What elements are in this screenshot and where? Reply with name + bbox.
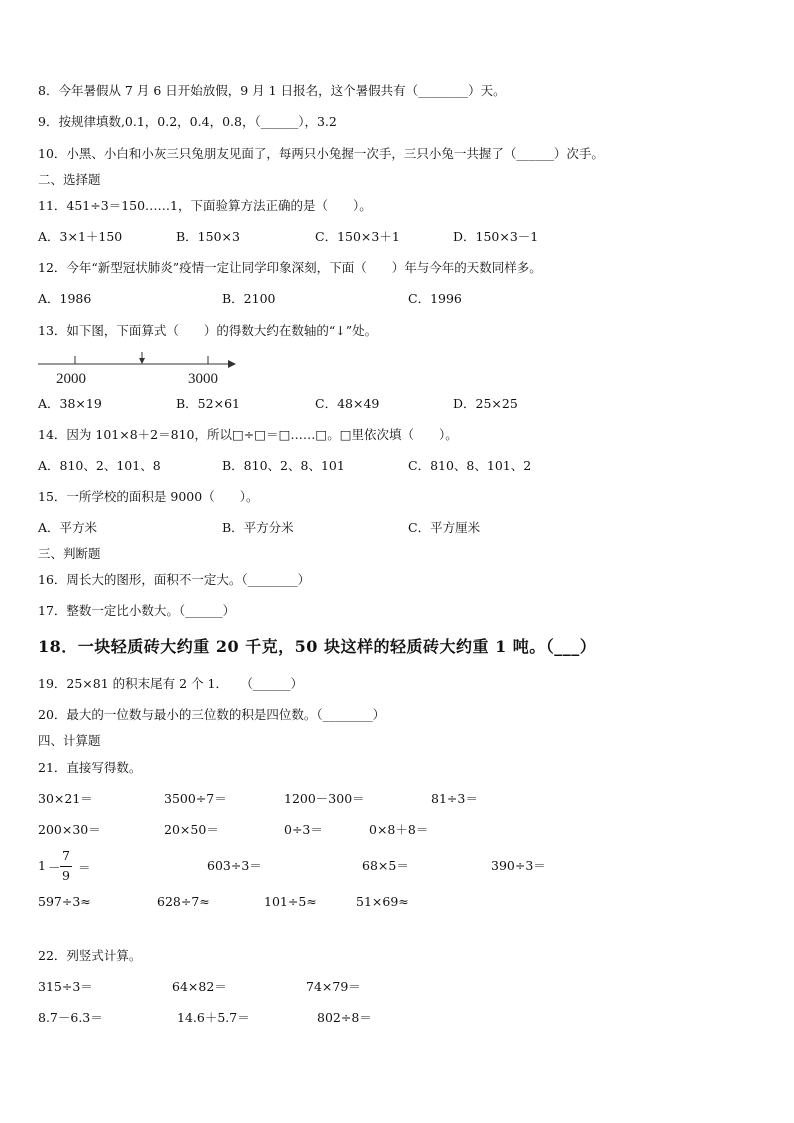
q14-option-a: A．810、2、101、8: [38, 458, 161, 473]
q11-option-b: B．150×3: [176, 229, 240, 244]
fraction-numerator: 7: [62, 848, 70, 863]
number-line: [38, 352, 238, 388]
q21-row4-item2: 628÷7≈: [157, 894, 210, 909]
q14-option-b: B．810、2、8、101: [222, 458, 345, 473]
question-12: 12．今年“新型冠状肺炎”疫情一定让同学印象深刻，下面（ ）年与今年的天数同样多。: [38, 260, 542, 275]
q21-row1-item1: 30×21＝: [38, 791, 93, 806]
q13-option-d: D．25×25: [453, 396, 518, 411]
q21-row2-item2: 20×50＝: [164, 822, 219, 837]
question-21: 21．直接写得数。: [38, 760, 142, 775]
fraction-denominator: 9: [62, 868, 70, 883]
fraction-equals: ＝: [78, 860, 91, 875]
q21-row3-item3: 68×5＝: [362, 858, 409, 873]
q21-row3-item2: 603÷3＝: [207, 858, 262, 873]
q21-row3-item4: 390÷3＝: [491, 858, 546, 873]
number-line-arrowhead: [228, 360, 236, 368]
section-heading-calculation: 四、计算题: [38, 733, 101, 748]
down-arrow-marker-head: [139, 358, 145, 364]
q22-row1-item3: 74×79＝: [306, 979, 361, 994]
q21-row1-item4: 81÷3＝: [431, 791, 478, 806]
q11-option-c: C．150×3＋1: [315, 229, 400, 244]
q13-option-a: A．38×19: [38, 396, 102, 411]
q21-row4-item1: 597÷3≈: [38, 894, 91, 909]
q11-option-d: D．150×3－1: [453, 229, 539, 244]
q13-option-b: B．52×61: [176, 396, 240, 411]
question-13: 13．如下图，下面算式（ ）的得数大约在数轴的“↓”处。: [38, 323, 378, 338]
section-heading-true-false: 三、判断题: [38, 546, 101, 561]
question-16: 16．周长大的图形，面积不一定大。（________）: [38, 572, 311, 587]
q21-row2-item4: 0×8＋8＝: [369, 822, 429, 837]
q13-option-c: C．48×49: [315, 396, 380, 411]
q21-row1-item2: 3500÷7＝: [164, 791, 227, 806]
q21-row4-item4: 51×69≈: [356, 894, 409, 909]
q12-option-b: B．2100: [222, 291, 276, 306]
axis-label-3000: 3000: [188, 371, 218, 387]
q21-row2-item1: 200×30＝: [38, 822, 101, 837]
q15-option-c: C．平方厘米: [408, 520, 481, 535]
question-18: 18．一块轻质砖大约重 20 千克，50 块这样的轻质砖大约重 1 吨。（___）: [38, 637, 597, 656]
question-17: 17．整数一定比小数大。（______）: [38, 603, 236, 618]
fraction-whole: 1: [38, 858, 46, 873]
q15-option-a: A．平方米: [38, 520, 98, 535]
question-20: 20．最大的一位数与最小的三位数的积是四位数。（________）: [38, 707, 386, 722]
question-11: 11．451÷3＝150……1，下面验算方法正确的是（ ）。: [38, 198, 372, 213]
q11-option-a: A．3×1＋150: [38, 229, 123, 244]
question-22: 22．列竖式计算。: [38, 948, 142, 963]
q21-row2-item3: 0÷3＝: [284, 822, 323, 837]
question-8: 8．今年暑假从 7 月 6 日开始放假，9 月 1 日报名，这个暑假共有（________）天。: [38, 83, 506, 98]
q21-row4-item3: 101÷5≈: [264, 894, 317, 909]
q22-row1-item1: 315÷3＝: [38, 979, 93, 994]
fraction-operator: －: [48, 860, 61, 875]
q22-row2-item3: 802÷8＝: [317, 1010, 372, 1025]
question-15: 15．一所学校的面积是 9000（ ）。: [38, 489, 259, 504]
q21-row1-item3: 1200－300＝: [284, 791, 365, 806]
q22-row2-item2: 14.6＋5.7＝: [177, 1010, 250, 1025]
q22-row1-item2: 64×82＝: [172, 979, 227, 994]
axis-label-2000: 2000: [56, 371, 86, 387]
q12-option-c: C．1996: [408, 291, 462, 306]
q12-option-a: A．1986: [38, 291, 92, 306]
q22-row2-item1: 8.7－6.3＝: [38, 1010, 103, 1025]
question-14: 14．因为 101×8＋2＝810，所以□÷□＝□……□。□里依次填（ ）。: [38, 427, 458, 442]
question-19: 19．25×81 的积末尾有 2 个 1． （______）: [38, 676, 303, 691]
section-heading-choice: 二、选择题: [38, 172, 101, 187]
question-9: 9．按规律填数,0.1，0.2，0.4，0.8，（______），3.2: [38, 114, 337, 129]
question-10: 10．小黑、小白和小灰三只兔朋友见面了，每两只小兔握一次手，三只小兔一共握了（______）次手。: [38, 146, 604, 161]
fraction-bar: [60, 866, 72, 867]
q14-option-c: C．810、8、101、2: [408, 458, 532, 473]
q15-option-b: B．平方分米: [222, 520, 294, 535]
